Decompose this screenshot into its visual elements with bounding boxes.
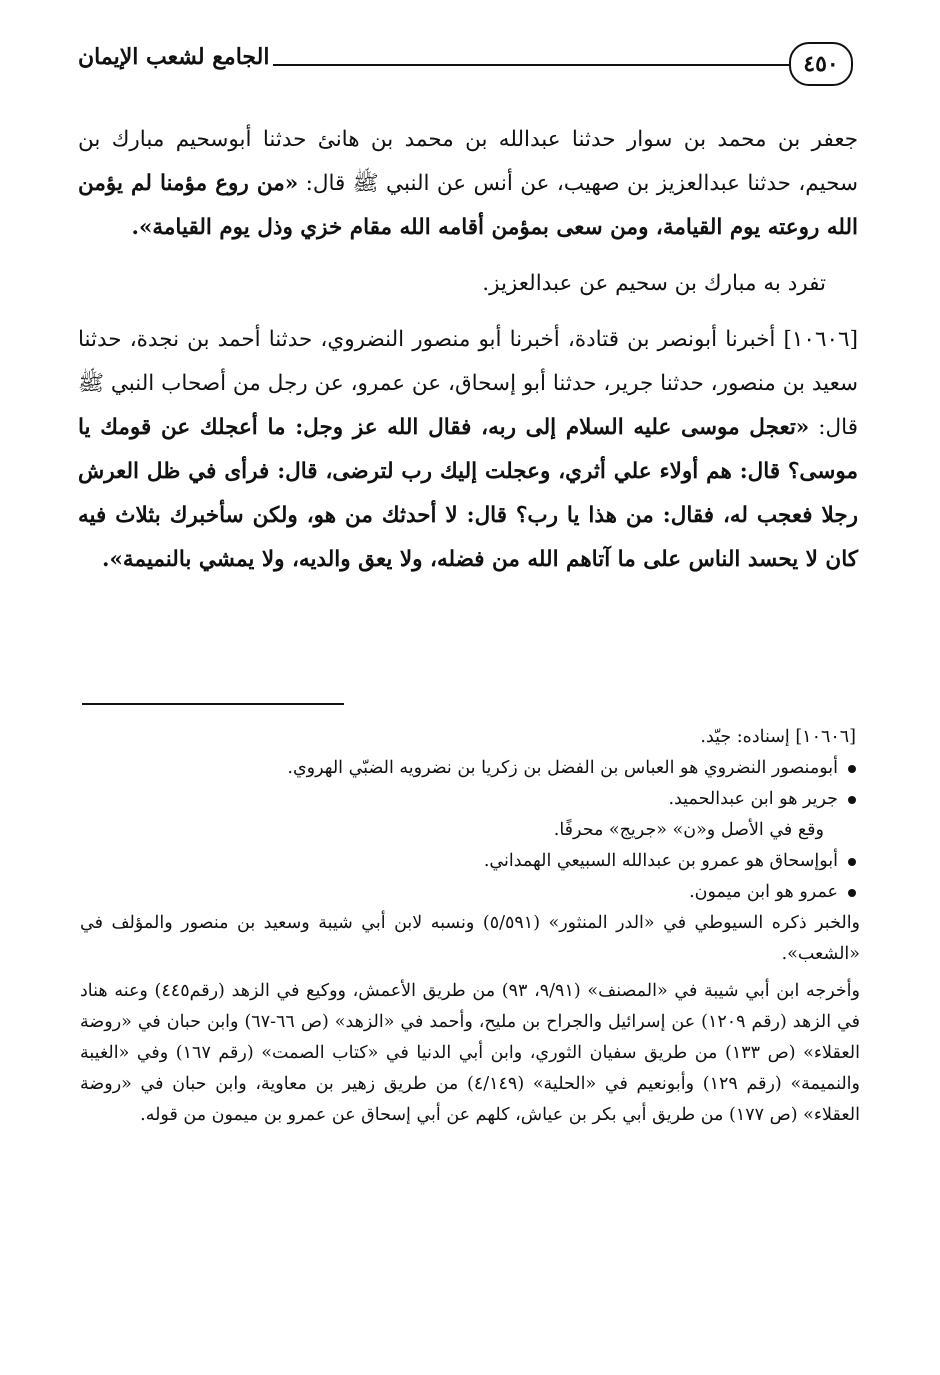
page-number: ٤٥٠ <box>789 42 853 86</box>
commentary-paragraph: تفرد به مبارك بن سحيم عن عبدالعزيز. <box>482 271 826 296</box>
footnote-separator <box>82 703 344 705</box>
bullet-icon <box>848 858 856 866</box>
bullet-icon <box>848 889 856 897</box>
footnote-bullet: أبومنصور النضروي هو العباس بن الفضل بن زكريا بن نضرويه الضبّي الهروي. <box>80 753 860 784</box>
footnote-bullet: عمرو هو ابن ميمون. <box>80 877 860 908</box>
footnote-bullets <box>80 753 860 815</box>
footnote-bullets <box>80 846 860 908</box>
bullet-icon <box>848 796 856 804</box>
footnote-heading: [١٠٦٠٦] إسناده: جيّد. <box>700 727 856 747</box>
isnad-text: [١٠٦٠٦] أخبرنا أبونصر بن قتادة، أخبرنا أبو منصور النضروي، حدثنا أحمد بن نجدة، حدثنا سعيد بن منصور، حدثنا جرير، حدثنا أبو إسحاق، عن عمرو، عن رجل من أصحاب النبي ﷺ قال: <box>78 327 858 440</box>
book-title: الجامع لشعب الإيمان <box>78 44 270 70</box>
footnotes <box>80 722 860 1131</box>
footnote-indented-note: وقع في الأصل و«ن» «جريج» محرفًا. <box>553 820 824 840</box>
hadith-paragraph-2 <box>78 318 858 582</box>
footnote-paragraph: والخبر ذكره السيوطي في «الدر المنثور» (٥/٥٩١) ونسبه لابن أبي شيبة وسعيد بن منصور والمؤلف في «الشعب». <box>80 913 861 964</box>
footnote-bullet: جرير هو ابن عبدالحميد. <box>80 784 860 815</box>
matn-text: «من روع مؤمنا لم يؤمن الله روعته يوم القيامة، ومن سعى بمؤمن أقامه الله مقام خزي وذل يوم القيامة». <box>78 171 858 240</box>
isnad-text: جعفر بن محمد بن سوار حدثنا عبدالله بن محمد بن هانئ حدثنا أبوسحيم مبارك بن سحيم، حدثنا عبدالعزيز بن صهيب، عن أنس عن النبي ﷺ قال: <box>78 127 858 196</box>
bullet-icon <box>848 765 856 773</box>
page-header <box>78 38 853 104</box>
header-rule <box>273 64 791 66</box>
hadith-paragraph-1 <box>78 118 858 250</box>
footnote-bullet: أبوإسحاق هو عمرو بن عبدالله السبيعي الهمداني. <box>80 846 860 877</box>
matn-text: «تعجل موسى عليه السلام إلى ربه، فقال الله عز وجل: ما أعجلك عن قومك يا موسى؟ قال: هم أولاء علي أثري، وعجلت إليك رب لترضى، قال: فرأى في ظل العرش رجلا فعجب له، فقال: من هذا يا رب؟ قال: لا أحدثك من هو، ولكن سأخبرك بثلاث فيه كان لا يحسد الناس على ما آتاهم الله من فضله، ولا يعق والديه، ولا يمشي بالنميمة». <box>78 415 858 572</box>
main-text <box>78 118 858 594</box>
footnote-paragraph: وأخرجه ابن أبي شيبة في «المصنف» (٩/٩١، ٩٣) من طريق الأعمش، ووكيع في الزهد (رقم٤٤٥) وعنه هناد في الزهد (رقم ١٢٠٩) عن إسرائيل والجراح بن مليح، وأحمد في «الزهد» (ص ٦٦-٦٧) وابن حبان في «روضة العقلاء» (ص ١٣٣) من طريق سفيان الثوري، وابن أبي الدنيا في «كتاب الصمت» (رقم ١٦٧) وفي «الغيبة والنميمة» (رقم ١٢٩) وأبونعيم في «الحلية» (٤/١٤٩) من طريق زهير بن معاوية، وابن حبان في «روضة العقلاء» (ص ١٧٧) من طريق أبي بكر بن عياش، كلهم عن أبي إسحاق عن عمرو بن ميمون من قوله. <box>80 981 860 1125</box>
